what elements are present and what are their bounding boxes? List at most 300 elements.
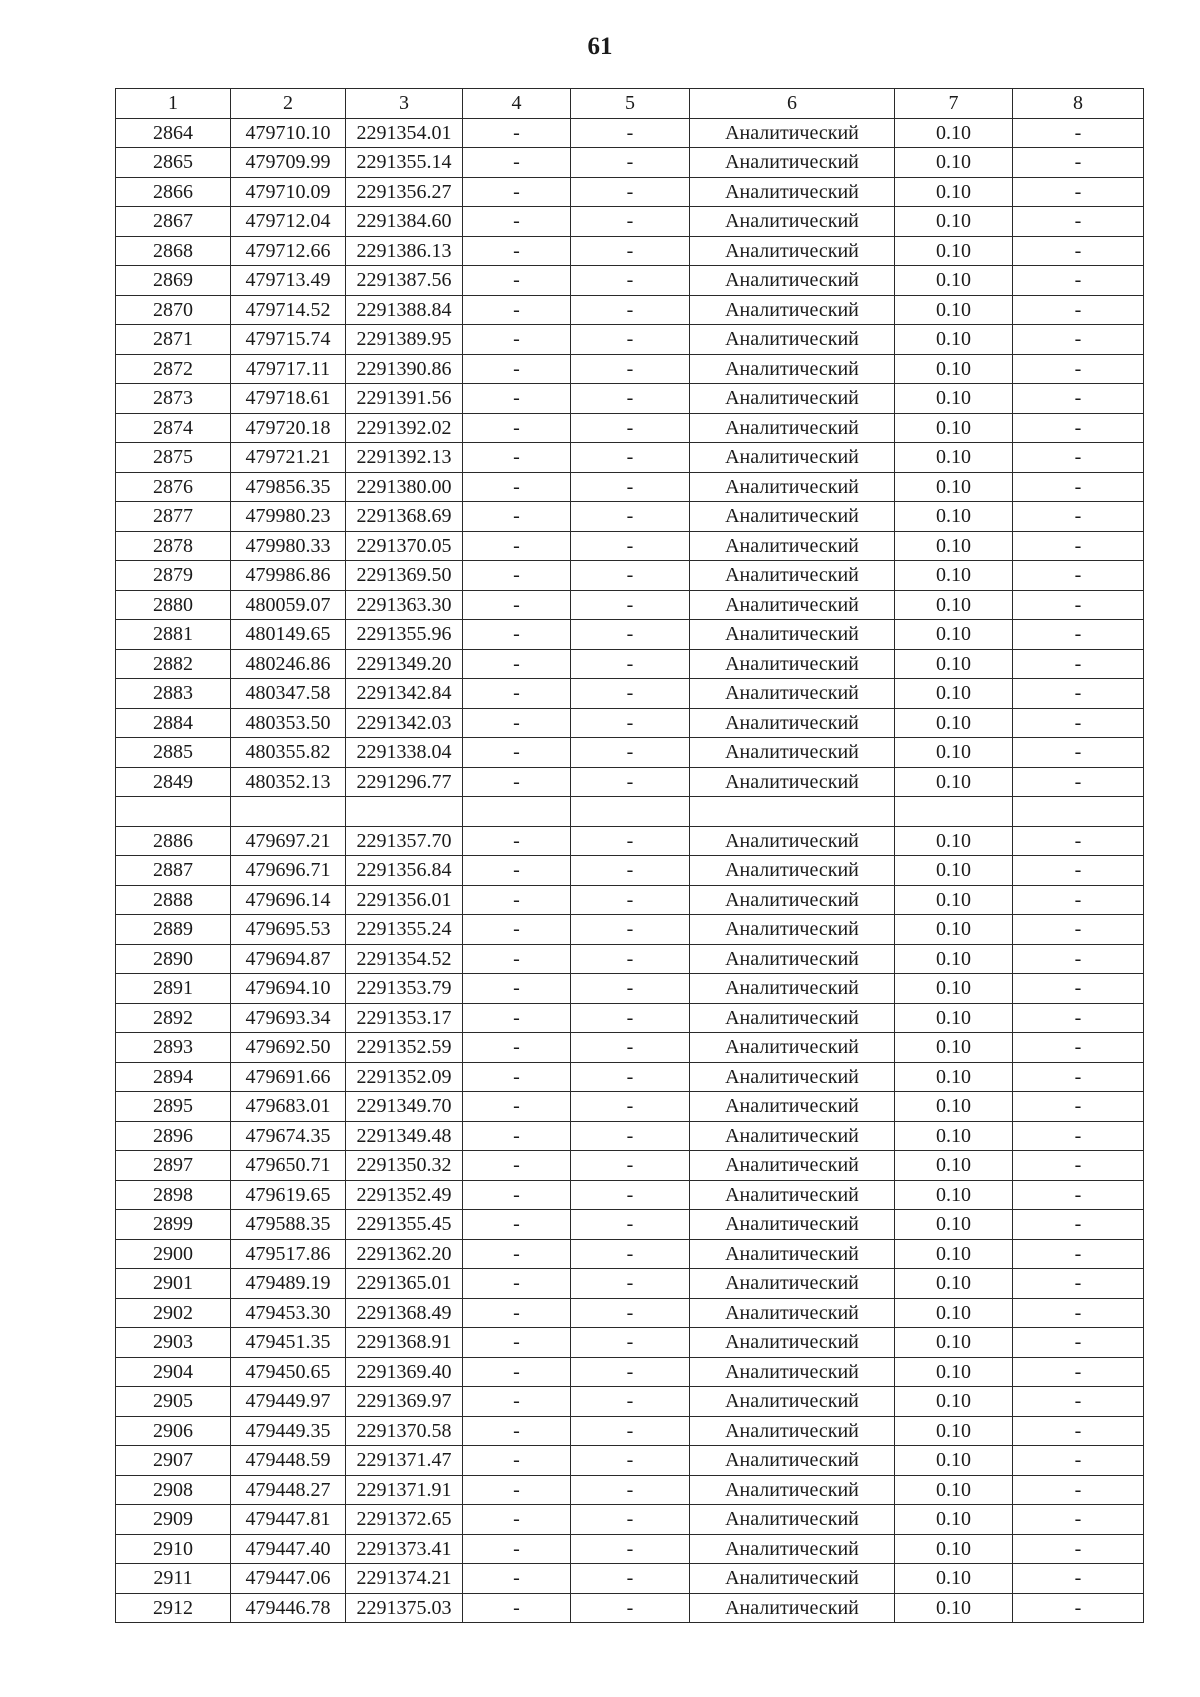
table-row [116, 1446, 1144, 1476]
accuracy-cell: 0.10 [895, 118, 1013, 148]
method-cell: Аналитический [690, 708, 895, 738]
point-number-cell: 2880 [116, 590, 231, 620]
table-row [116, 472, 1144, 502]
table-row [116, 413, 1144, 443]
column-8-cell: - [1013, 590, 1144, 620]
table-row [116, 1416, 1144, 1446]
point-number-cell: 2866 [116, 177, 231, 207]
y-coordinate-cell: 2291384.60 [346, 207, 463, 237]
method-cell: Аналитический [690, 1239, 895, 1269]
point-number-cell: 2888 [116, 885, 231, 915]
method-cell: Аналитический [690, 295, 895, 325]
method-cell: Аналитический [690, 885, 895, 915]
column-8-cell: - [1013, 1062, 1144, 1092]
point-number-cell: 2893 [116, 1033, 231, 1063]
column-8-cell: - [1013, 944, 1144, 974]
column-5-cell: - [571, 1298, 690, 1328]
x-coordinate-cell: 479691.66 [231, 1062, 346, 1092]
table-row [116, 767, 1144, 797]
x-coordinate-cell: 479446.78 [231, 1593, 346, 1623]
method-cell: Аналитический [690, 207, 895, 237]
table-row [116, 974, 1144, 1004]
accuracy-cell: 0.10 [895, 1475, 1013, 1505]
accuracy-cell: 0.10 [895, 472, 1013, 502]
method-cell: Аналитический [690, 1387, 895, 1417]
column-4-cell: - [463, 148, 571, 178]
accuracy-cell: 0.10 [895, 1298, 1013, 1328]
column-5-cell: - [571, 354, 690, 384]
method-cell: Аналитический [690, 679, 895, 709]
table-row [116, 502, 1144, 532]
y-coordinate-cell: 2291353.79 [346, 974, 463, 1004]
method-cell: Аналитический [690, 413, 895, 443]
point-number-cell: 2908 [116, 1475, 231, 1505]
accuracy-cell: 0.10 [895, 1269, 1013, 1299]
header-row [116, 89, 1144, 119]
accuracy-cell: 0.10 [895, 266, 1013, 296]
x-coordinate-cell: 479718.61 [231, 384, 346, 414]
accuracy-cell: 0.10 [895, 148, 1013, 178]
table-row [116, 1033, 1144, 1063]
page-number: 61 [587, 33, 613, 60]
point-number-cell: 2867 [116, 207, 231, 237]
table-row [116, 1475, 1144, 1505]
y-coordinate-cell: 2291357.70 [346, 826, 463, 856]
column-5-cell: - [571, 856, 690, 886]
table-row [116, 531, 1144, 561]
column-4-cell: - [463, 561, 571, 591]
method-cell: Аналитический [690, 1505, 895, 1535]
column-4-cell: - [463, 413, 571, 443]
column-5-cell: - [571, 207, 690, 237]
x-coordinate-cell: 479692.50 [231, 1033, 346, 1063]
table-row [116, 1387, 1144, 1417]
method-cell: Аналитический [690, 1180, 895, 1210]
accuracy-cell: 0.10 [895, 1534, 1013, 1564]
column-8-cell: - [1013, 915, 1144, 945]
y-coordinate-cell: 2291368.69 [346, 502, 463, 532]
column-8-cell: - [1013, 148, 1144, 178]
table-row [116, 148, 1144, 178]
table-row [116, 590, 1144, 620]
point-number-cell: 2878 [116, 531, 231, 561]
column-header: 3 [346, 89, 463, 119]
column-5-cell [571, 797, 690, 827]
accuracy-cell: 0.10 [895, 620, 1013, 650]
y-coordinate-cell: 2291338.04 [346, 738, 463, 768]
column-8-cell: - [1013, 767, 1144, 797]
column-header: 5 [571, 89, 690, 119]
y-coordinate-cell: 2291355.45 [346, 1210, 463, 1240]
point-number-cell: 2884 [116, 708, 231, 738]
column-4-cell [463, 797, 571, 827]
point-number-cell: 2864 [116, 118, 231, 148]
y-coordinate-cell: 2291356.84 [346, 856, 463, 886]
method-cell: Аналитический [690, 767, 895, 797]
y-coordinate-cell: 2291350.32 [346, 1151, 463, 1181]
column-8-cell: - [1013, 1475, 1144, 1505]
column-4-cell: - [463, 1387, 571, 1417]
y-coordinate-cell: 2291371.91 [346, 1475, 463, 1505]
method-cell: Аналитический [690, 1003, 895, 1033]
table-row [116, 679, 1144, 709]
y-coordinate-cell: 2291390.86 [346, 354, 463, 384]
x-coordinate-cell: 479517.86 [231, 1239, 346, 1269]
accuracy-cell: 0.10 [895, 325, 1013, 355]
point-number-cell: 2892 [116, 1003, 231, 1033]
table-row [116, 1092, 1144, 1122]
column-5-cell: - [571, 1033, 690, 1063]
column-5-cell: - [571, 1180, 690, 1210]
method-cell: Аналитический [690, 915, 895, 945]
column-8-cell: - [1013, 1033, 1144, 1063]
column-header: 6 [690, 89, 895, 119]
method-cell: Аналитический [690, 1564, 895, 1594]
y-coordinate-cell: 2291387.56 [346, 266, 463, 296]
x-coordinate-cell: 480347.58 [231, 679, 346, 709]
accuracy-cell: 0.10 [895, 413, 1013, 443]
column-5-cell: - [571, 1357, 690, 1387]
point-number-cell: 2865 [116, 148, 231, 178]
column-8-cell: - [1013, 1416, 1144, 1446]
x-coordinate-cell: 479683.01 [231, 1092, 346, 1122]
x-coordinate-cell: 479710.09 [231, 177, 346, 207]
column-4-cell: - [463, 1180, 571, 1210]
column-5-cell: - [571, 620, 690, 650]
column-5-cell: - [571, 384, 690, 414]
column-5-cell: - [571, 1416, 690, 1446]
method-cell: Аналитический [690, 649, 895, 679]
column-8-cell: - [1013, 1210, 1144, 1240]
column-5-cell: - [571, 767, 690, 797]
point-number-cell: 2906 [116, 1416, 231, 1446]
column-5-cell: - [571, 1210, 690, 1240]
y-coordinate-cell: 2291363.30 [346, 590, 463, 620]
table-row [116, 1180, 1144, 1210]
y-coordinate-cell: 2291374.21 [346, 1564, 463, 1594]
table-row [116, 236, 1144, 266]
accuracy-cell: 0.10 [895, 1446, 1013, 1476]
accuracy-cell: 0.10 [895, 974, 1013, 1004]
table-row [116, 207, 1144, 237]
method-cell: Аналитический [690, 177, 895, 207]
y-coordinate-cell: 2291375.03 [346, 1593, 463, 1623]
method-cell: Аналитический [690, 354, 895, 384]
x-coordinate-cell: 479717.11 [231, 354, 346, 384]
column-5-cell: - [571, 531, 690, 561]
table-row [116, 384, 1144, 414]
method-cell: Аналитический [690, 531, 895, 561]
column-5-cell: - [571, 236, 690, 266]
column-8-cell: - [1013, 620, 1144, 650]
x-coordinate-cell: 479453.30 [231, 1298, 346, 1328]
column-5-cell: - [571, 1062, 690, 1092]
table-body [116, 118, 1144, 1623]
x-coordinate-cell: 479694.87 [231, 944, 346, 974]
column-8-cell: - [1013, 1357, 1144, 1387]
x-coordinate-cell: 479720.18 [231, 413, 346, 443]
y-coordinate-cell: 2291388.84 [346, 295, 463, 325]
column-4-cell: - [463, 1062, 571, 1092]
column-8-cell: - [1013, 974, 1144, 1004]
x-coordinate-cell: 479448.59 [231, 1446, 346, 1476]
column-5-cell: - [571, 1564, 690, 1594]
point-number-cell: 2904 [116, 1357, 231, 1387]
column-4-cell: - [463, 974, 571, 1004]
accuracy-cell [895, 797, 1013, 827]
accuracy-cell: 0.10 [895, 354, 1013, 384]
table-row [116, 1328, 1144, 1358]
x-coordinate-cell: 480355.82 [231, 738, 346, 768]
point-number-cell: 2909 [116, 1505, 231, 1535]
x-coordinate-cell: 479697.21 [231, 826, 346, 856]
column-5-cell: - [571, 1239, 690, 1269]
table-row [116, 325, 1144, 355]
column-4-cell: - [463, 1357, 571, 1387]
column-8-cell: - [1013, 1328, 1144, 1358]
table-row [116, 443, 1144, 473]
column-4-cell: - [463, 708, 571, 738]
x-coordinate-cell [231, 797, 346, 827]
column-5-cell: - [571, 148, 690, 178]
column-4-cell: - [463, 1475, 571, 1505]
column-5-cell: - [571, 1446, 690, 1476]
accuracy-cell: 0.10 [895, 561, 1013, 591]
column-8-cell: - [1013, 325, 1144, 355]
point-number-cell: 2876 [116, 472, 231, 502]
method-cell: Аналитический [690, 236, 895, 266]
x-coordinate-cell: 479449.35 [231, 1416, 346, 1446]
point-number-cell: 2905 [116, 1387, 231, 1417]
column-8-cell: - [1013, 1505, 1144, 1535]
column-header: 2 [231, 89, 346, 119]
column-8-cell: - [1013, 502, 1144, 532]
accuracy-cell: 0.10 [895, 738, 1013, 768]
point-number-cell: 2877 [116, 502, 231, 532]
x-coordinate-cell: 479693.34 [231, 1003, 346, 1033]
point-number-cell: 2895 [116, 1092, 231, 1122]
y-coordinate-cell: 2291369.40 [346, 1357, 463, 1387]
column-8-cell: - [1013, 885, 1144, 915]
column-5-cell: - [571, 1328, 690, 1358]
column-4-cell: - [463, 531, 571, 561]
column-5-cell: - [571, 974, 690, 1004]
column-4-cell: - [463, 502, 571, 532]
table-row [116, 708, 1144, 738]
column-4-cell: - [463, 1210, 571, 1240]
column-5-cell: - [571, 1475, 690, 1505]
point-number-cell: 2871 [116, 325, 231, 355]
y-coordinate-cell: 2291369.50 [346, 561, 463, 591]
y-coordinate-cell: 2291389.95 [346, 325, 463, 355]
column-5-cell: - [571, 590, 690, 620]
column-4-cell: - [463, 826, 571, 856]
column-8-cell: - [1013, 1151, 1144, 1181]
method-cell: Аналитический [690, 1475, 895, 1505]
column-4-cell: - [463, 384, 571, 414]
y-coordinate-cell: 2291372.65 [346, 1505, 463, 1535]
column-4-cell: - [463, 118, 571, 148]
method-cell: Аналитический [690, 472, 895, 502]
column-8-cell: - [1013, 1092, 1144, 1122]
y-coordinate-cell: 2291354.01 [346, 118, 463, 148]
column-8-cell: - [1013, 384, 1144, 414]
column-4-cell: - [463, 1328, 571, 1358]
table-row [116, 620, 1144, 650]
method-cell: Аналитический [690, 826, 895, 856]
table-row [116, 1151, 1144, 1181]
method-cell: Аналитический [690, 384, 895, 414]
x-coordinate-cell: 480149.65 [231, 620, 346, 650]
column-8-cell: - [1013, 472, 1144, 502]
x-coordinate-cell: 479712.66 [231, 236, 346, 266]
point-number-cell: 2873 [116, 384, 231, 414]
accuracy-cell: 0.10 [895, 1239, 1013, 1269]
column-5-cell: - [571, 1593, 690, 1623]
column-5-cell: - [571, 738, 690, 768]
x-coordinate-cell: 479980.23 [231, 502, 346, 532]
table-row [116, 354, 1144, 384]
table-row [116, 118, 1144, 148]
accuracy-cell: 0.10 [895, 1033, 1013, 1063]
column-4-cell: - [463, 649, 571, 679]
table-row [116, 797, 1144, 827]
column-5-cell: - [571, 472, 690, 502]
column-5-cell: - [571, 295, 690, 325]
method-cell: Аналитический [690, 974, 895, 1004]
column-5-cell: - [571, 413, 690, 443]
y-coordinate-cell: 2291356.01 [346, 885, 463, 915]
accuracy-cell: 0.10 [895, 679, 1013, 709]
x-coordinate-cell: 479447.40 [231, 1534, 346, 1564]
column-4-cell: - [463, 915, 571, 945]
y-coordinate-cell: 2291368.91 [346, 1328, 463, 1358]
column-5-cell: - [571, 826, 690, 856]
point-number-cell [116, 797, 231, 827]
method-cell: Аналитический [690, 1092, 895, 1122]
accuracy-cell: 0.10 [895, 1121, 1013, 1151]
point-number-cell: 2887 [116, 856, 231, 886]
method-cell: Аналитический [690, 738, 895, 768]
method-cell: Аналитический [690, 1446, 895, 1476]
column-5-cell: - [571, 679, 690, 709]
point-number-cell: 2881 [116, 620, 231, 650]
x-coordinate-cell: 479856.35 [231, 472, 346, 502]
column-4-cell: - [463, 767, 571, 797]
y-coordinate-cell: 2291355.96 [346, 620, 463, 650]
accuracy-cell: 0.10 [895, 1062, 1013, 1092]
column-8-cell: - [1013, 738, 1144, 768]
table-row [116, 1239, 1144, 1269]
y-coordinate-cell: 2291349.48 [346, 1121, 463, 1151]
table-row [116, 1003, 1144, 1033]
x-coordinate-cell: 479451.35 [231, 1328, 346, 1358]
column-8-cell: - [1013, 826, 1144, 856]
column-5-cell: - [571, 915, 690, 945]
column-5-cell: - [571, 885, 690, 915]
column-8-cell: - [1013, 413, 1144, 443]
column-4-cell: - [463, 620, 571, 650]
column-8-cell: - [1013, 177, 1144, 207]
y-coordinate-cell: 2291352.09 [346, 1062, 463, 1092]
point-number-cell: 2907 [116, 1446, 231, 1476]
method-cell: Аналитический [690, 1593, 895, 1623]
column-5-cell: - [571, 1092, 690, 1122]
method-cell: Аналитический [690, 1210, 895, 1240]
x-coordinate-cell: 480352.13 [231, 767, 346, 797]
table-row [116, 1121, 1144, 1151]
method-cell: Аналитический [690, 1416, 895, 1446]
accuracy-cell: 0.10 [895, 915, 1013, 945]
table-row [116, 561, 1144, 591]
accuracy-cell: 0.10 [895, 236, 1013, 266]
method-cell: Аналитический [690, 443, 895, 473]
column-4-cell: - [463, 1269, 571, 1299]
point-number-cell: 2889 [116, 915, 231, 945]
x-coordinate-cell: 479721.21 [231, 443, 346, 473]
y-coordinate-cell: 2291349.20 [346, 649, 463, 679]
point-number-cell: 2879 [116, 561, 231, 591]
accuracy-cell: 0.10 [895, 708, 1013, 738]
accuracy-cell: 0.10 [895, 1092, 1013, 1122]
accuracy-cell: 0.10 [895, 1505, 1013, 1535]
column-4-cell: - [463, 236, 571, 266]
column-header: 7 [895, 89, 1013, 119]
x-coordinate-cell: 479588.35 [231, 1210, 346, 1240]
column-8-cell: - [1013, 118, 1144, 148]
x-coordinate-cell: 479714.52 [231, 295, 346, 325]
method-cell: Аналитический [690, 148, 895, 178]
column-4-cell: - [463, 443, 571, 473]
x-coordinate-cell: 479712.04 [231, 207, 346, 237]
column-4-cell: - [463, 1121, 571, 1151]
column-5-cell: - [571, 266, 690, 296]
column-header: 8 [1013, 89, 1144, 119]
y-coordinate-cell: 2291365.01 [346, 1269, 463, 1299]
column-4-cell: - [463, 295, 571, 325]
point-number-cell: 2883 [116, 679, 231, 709]
x-coordinate-cell: 479448.27 [231, 1475, 346, 1505]
point-number-cell: 2910 [116, 1534, 231, 1564]
method-cell: Аналитический [690, 856, 895, 886]
y-coordinate-cell: 2291370.05 [346, 531, 463, 561]
table-row [116, 1534, 1144, 1564]
table-row [116, 944, 1144, 974]
accuracy-cell: 0.10 [895, 384, 1013, 414]
accuracy-cell: 0.10 [895, 1357, 1013, 1387]
column-5-cell: - [571, 325, 690, 355]
accuracy-cell: 0.10 [895, 1387, 1013, 1417]
accuracy-cell: 0.10 [895, 502, 1013, 532]
point-number-cell: 2869 [116, 266, 231, 296]
column-8-cell: - [1013, 354, 1144, 384]
x-coordinate-cell: 479489.19 [231, 1269, 346, 1299]
column-8-cell: - [1013, 1534, 1144, 1564]
y-coordinate-cell: 2291369.97 [346, 1387, 463, 1417]
table-row [116, 1210, 1144, 1240]
column-4-cell: - [463, 1446, 571, 1476]
x-coordinate-cell: 479650.71 [231, 1151, 346, 1181]
column-8-cell: - [1013, 1387, 1144, 1417]
column-4-cell: - [463, 266, 571, 296]
table-row [116, 1564, 1144, 1594]
point-number-cell: 2882 [116, 649, 231, 679]
x-coordinate-cell: 479674.35 [231, 1121, 346, 1151]
y-coordinate-cell: 2291391.56 [346, 384, 463, 414]
column-header: 1 [116, 89, 231, 119]
column-4-cell: - [463, 325, 571, 355]
x-coordinate-cell: 479715.74 [231, 325, 346, 355]
